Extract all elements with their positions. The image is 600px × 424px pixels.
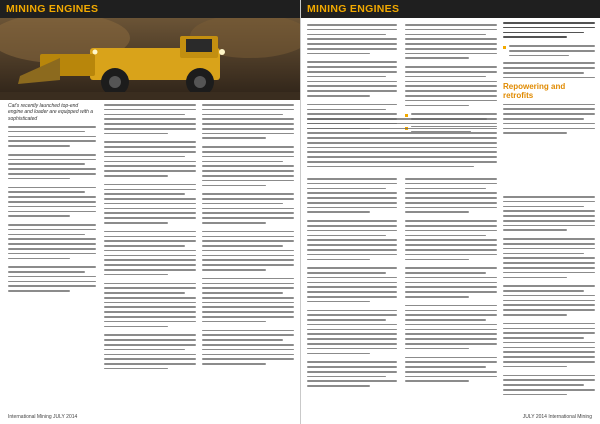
page-footer-right: JULY 2014 International Mining — [522, 414, 592, 420]
bullet-list-2 — [503, 45, 595, 59]
page-footer-left: International Mining JULY 2014 — [8, 414, 78, 420]
section-title-text: MINING ENGINES — [6, 3, 99, 15]
underground-loader-illustration — [0, 18, 300, 100]
right-column-3 — [503, 22, 595, 137]
section-title-right — [307, 3, 399, 15]
mining-equipment-photo — [0, 18, 300, 100]
section-title-text-right: MINING ENGINES — [307, 3, 400, 15]
section-title — [6, 3, 98, 15]
right-column-1 — [307, 24, 397, 132]
right-page — [300, 0, 600, 424]
left-column-1 — [8, 126, 96, 295]
bullet-icon — [405, 114, 408, 117]
caption-line-1: Cat's recently launched top-end engine and loader are equipped with a sophisticated — [8, 103, 94, 122]
right-column-5 — [405, 178, 497, 385]
left-column-2 — [104, 104, 196, 373]
photo-caption — [8, 103, 94, 122]
right-column-6 — [503, 196, 595, 398]
right-column-4 — [307, 178, 397, 390]
bullet-icon — [503, 46, 506, 49]
right-wide-block — [307, 118, 497, 171]
left-column-3 — [202, 104, 294, 368]
repowering-subheading: Repowering and retrofits — [503, 81, 566, 100]
